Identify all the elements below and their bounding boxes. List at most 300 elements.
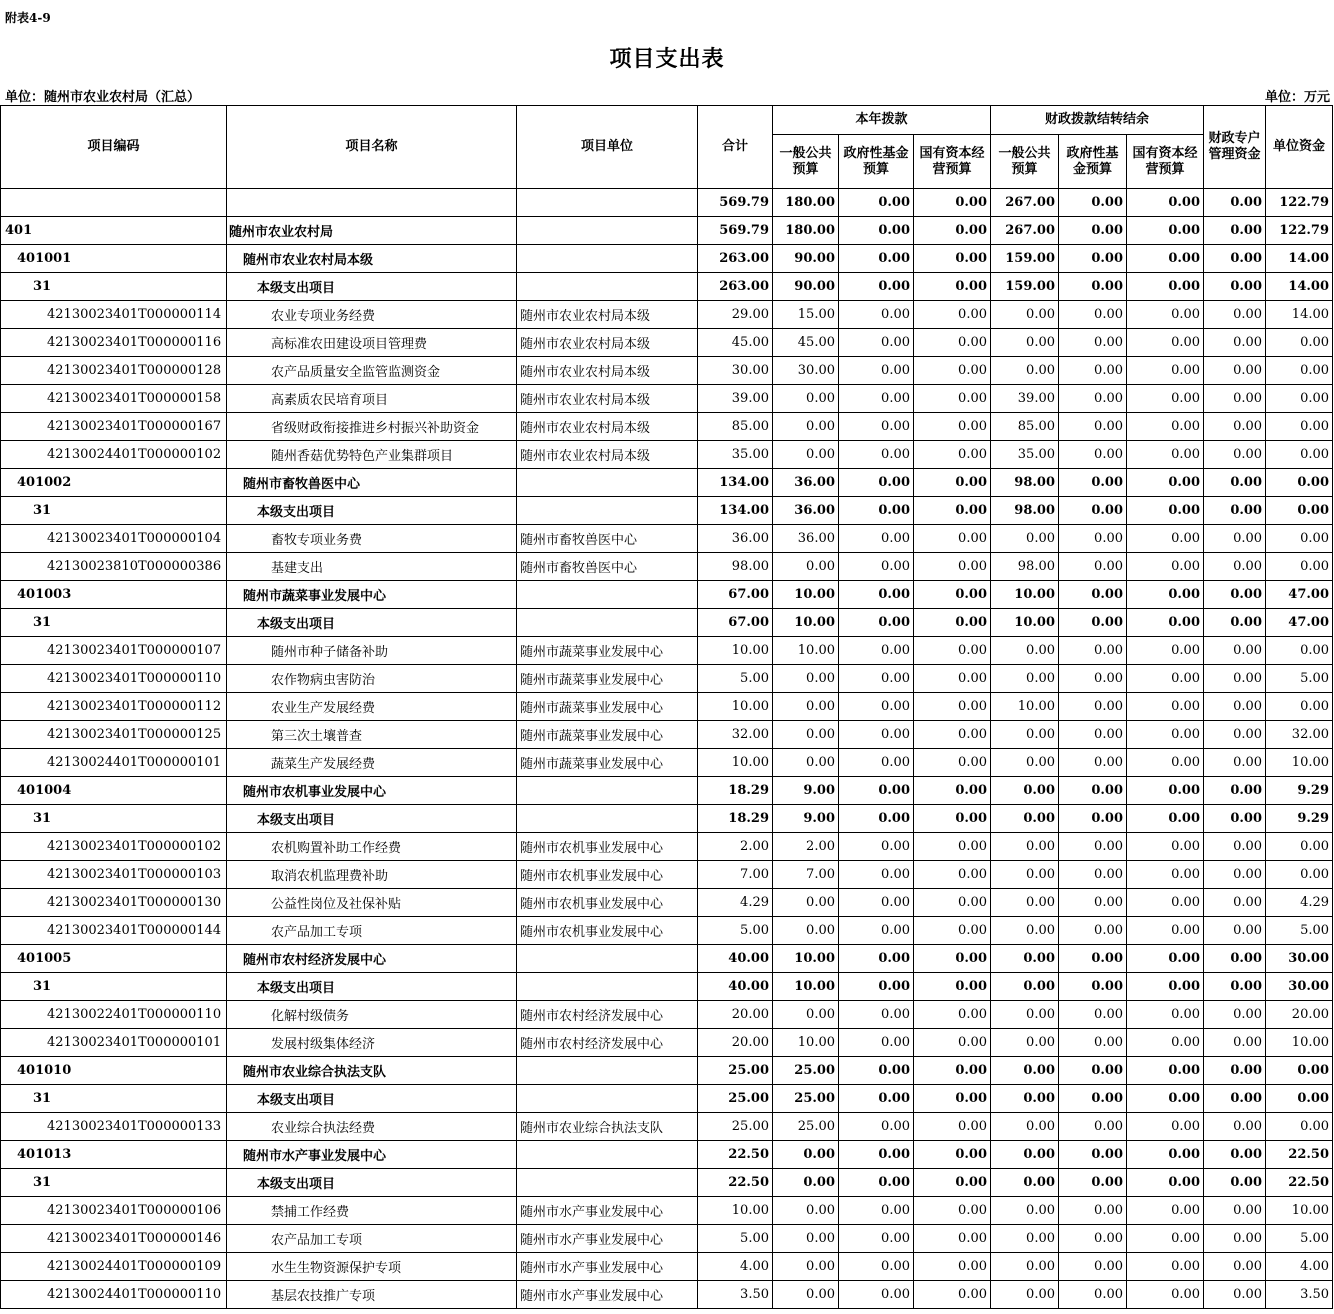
cell-own: 0.00 xyxy=(1266,833,1333,861)
table-row xyxy=(1,329,1333,357)
table-row xyxy=(1,189,1333,217)
cell-total: 18.29 xyxy=(698,805,773,833)
table-row xyxy=(1,1281,1333,1309)
cell-project-name xyxy=(227,189,517,217)
cell-general: 0.00 xyxy=(773,441,839,469)
cell-co-fund: 0.00 xyxy=(1059,861,1127,889)
cell-co-general: 0.00 xyxy=(991,721,1059,749)
cell-total: 67.00 xyxy=(698,581,773,609)
cell-co-state: 0.00 xyxy=(1127,385,1204,413)
cell-project-unit: 随州市农业农村局本级 xyxy=(517,385,698,413)
cell-project-name: 基建支出 xyxy=(227,553,517,581)
cell-own: 22.50 xyxy=(1266,1169,1333,1197)
cell-general: 10.00 xyxy=(773,945,839,973)
table-row xyxy=(1,945,1333,973)
cell-special: 0.00 xyxy=(1204,441,1266,469)
cell-co-fund: 0.00 xyxy=(1059,469,1127,497)
table-row xyxy=(1,749,1333,777)
cell-co-fund: 0.00 xyxy=(1059,665,1127,693)
cell-fund: 0.00 xyxy=(839,245,914,273)
cell-co-fund: 0.00 xyxy=(1059,1001,1127,1029)
cell-total: 22.50 xyxy=(698,1141,773,1169)
cell-code: 42130023401T000000146 xyxy=(1,1225,227,1253)
cell-general: 90.00 xyxy=(773,273,839,301)
cell-code: 401013 xyxy=(1,1141,227,1169)
cell-project-name: 随州市蔬菜事业发展中心 xyxy=(227,581,517,609)
table-row xyxy=(1,889,1333,917)
cell-general: 36.00 xyxy=(773,525,839,553)
cell-co-state: 0.00 xyxy=(1127,1169,1204,1197)
cell-own: 9.29 xyxy=(1266,805,1333,833)
cell-co-fund: 0.00 xyxy=(1059,1113,1127,1141)
table-row xyxy=(1,973,1333,1001)
table-row xyxy=(1,385,1333,413)
cell-project-unit xyxy=(517,805,698,833)
cell-code: 31 xyxy=(1,609,227,637)
cell-state: 0.00 xyxy=(914,777,991,805)
cell-total: 2.00 xyxy=(698,833,773,861)
cell-co-state: 0.00 xyxy=(1127,581,1204,609)
cell-total: 40.00 xyxy=(698,945,773,973)
cell-general: 10.00 xyxy=(773,1029,839,1057)
cell-co-fund: 0.00 xyxy=(1059,1197,1127,1225)
table-row xyxy=(1,413,1333,441)
cell-co-general: 0.00 xyxy=(991,1085,1059,1113)
cell-project-unit: 随州市水产事业发展中心 xyxy=(517,1253,698,1281)
cell-co-state: 0.00 xyxy=(1127,217,1204,245)
cell-general: 0.00 xyxy=(773,1141,839,1169)
unit-organization-label: 单位：随州市农业农村局（汇总） xyxy=(5,90,201,105)
cell-total: 20.00 xyxy=(698,1001,773,1029)
cell-fund: 0.00 xyxy=(839,469,914,497)
cell-state: 0.00 xyxy=(914,385,991,413)
cell-state: 0.00 xyxy=(914,917,991,945)
cell-state: 0.00 xyxy=(914,553,991,581)
table-row xyxy=(1,665,1333,693)
table-row xyxy=(1,1113,1333,1141)
table-row xyxy=(1,777,1333,805)
cell-special: 0.00 xyxy=(1204,217,1266,245)
cell-co-state: 0.00 xyxy=(1127,749,1204,777)
cell-project-name: 本级支出项目 xyxy=(227,273,517,301)
cell-co-fund: 0.00 xyxy=(1059,777,1127,805)
cell-project-unit xyxy=(517,581,698,609)
cell-fund: 0.00 xyxy=(839,217,914,245)
cell-co-state: 0.00 xyxy=(1127,553,1204,581)
cell-general: 180.00 xyxy=(773,189,839,217)
cell-total: 3.50 xyxy=(698,1281,773,1309)
header-name: 项目名称 xyxy=(227,106,517,189)
cell-co-fund: 0.00 xyxy=(1059,917,1127,945)
header-special-account: 财政专户管理资金 xyxy=(1204,106,1266,189)
cell-special: 0.00 xyxy=(1204,1169,1266,1197)
cell-special: 0.00 xyxy=(1204,357,1266,385)
cell-project-name: 省级财政衔接推进乡村振兴补助资金 xyxy=(227,413,517,441)
cell-project-unit xyxy=(517,497,698,525)
cell-general: 0.00 xyxy=(773,413,839,441)
cell-co-state: 0.00 xyxy=(1127,1141,1204,1169)
cell-special: 0.00 xyxy=(1204,1253,1266,1281)
cell-code: 31 xyxy=(1,805,227,833)
cell-code: 42130023401T000000102 xyxy=(1,833,227,861)
cell-total: 10.00 xyxy=(698,1197,773,1225)
cell-project-name: 本级支出项目 xyxy=(227,1169,517,1197)
table-header xyxy=(1,106,1333,189)
cell-co-fund: 0.00 xyxy=(1059,273,1127,301)
cell-own: 0.00 xyxy=(1266,525,1333,553)
cell-fund: 0.00 xyxy=(839,581,914,609)
cell-co-general: 0.00 xyxy=(991,777,1059,805)
cell-project-unit xyxy=(517,1141,698,1169)
cell-special: 0.00 xyxy=(1204,1281,1266,1309)
cell-general: 25.00 xyxy=(773,1085,839,1113)
cell-fund: 0.00 xyxy=(839,805,914,833)
cell-code: 42130023401T000000167 xyxy=(1,413,227,441)
cell-project-name: 本级支出项目 xyxy=(227,973,517,1001)
cell-total: 22.50 xyxy=(698,1169,773,1197)
table-row xyxy=(1,1141,1333,1169)
cell-own: 122.79 xyxy=(1266,217,1333,245)
cell-own: 30.00 xyxy=(1266,973,1333,1001)
cell-special: 0.00 xyxy=(1204,805,1266,833)
cell-state: 0.00 xyxy=(914,273,991,301)
cell-co-state: 0.00 xyxy=(1127,917,1204,945)
cell-project-unit xyxy=(517,217,698,245)
cell-co-general: 0.00 xyxy=(991,1057,1059,1085)
cell-code: 401010 xyxy=(1,1057,227,1085)
cell-co-general: 0.00 xyxy=(991,833,1059,861)
cell-code: 42130024401T000000101 xyxy=(1,749,227,777)
cell-total: 263.00 xyxy=(698,245,773,273)
cell-project-unit: 随州市蔬菜事业发展中心 xyxy=(517,693,698,721)
cell-project-name: 农产品加工专项 xyxy=(227,1225,517,1253)
cell-special: 0.00 xyxy=(1204,329,1266,357)
cell-state: 0.00 xyxy=(914,525,991,553)
cell-total: 5.00 xyxy=(698,917,773,945)
cell-own: 0.00 xyxy=(1266,441,1333,469)
cell-co-general: 267.00 xyxy=(991,217,1059,245)
cell-code: 42130023401T000000104 xyxy=(1,525,227,553)
cell-project-unit: 随州市农村经济发展中心 xyxy=(517,1029,698,1057)
cell-code: 401001 xyxy=(1,245,227,273)
cell-special: 0.00 xyxy=(1204,581,1266,609)
cell-special: 0.00 xyxy=(1204,553,1266,581)
cell-code: 42130023401T000000110 xyxy=(1,665,227,693)
table-row xyxy=(1,525,1333,553)
cell-project-name: 随州市畜牧兽医中心 xyxy=(227,469,517,497)
cell-co-general: 0.00 xyxy=(991,357,1059,385)
cell-co-general: 35.00 xyxy=(991,441,1059,469)
table-row xyxy=(1,245,1333,273)
cell-project-name: 发展村级集体经济 xyxy=(227,1029,517,1057)
cell-project-unit: 随州市畜牧兽医中心 xyxy=(517,525,698,553)
cell-total: 20.00 xyxy=(698,1029,773,1057)
table-number-label: 附表4-9 xyxy=(5,11,51,25)
cell-fund: 0.00 xyxy=(839,889,914,917)
cell-project-unit: 随州市蔬菜事业发展中心 xyxy=(517,721,698,749)
page-title: 项目支出表 xyxy=(609,46,725,72)
cell-total: 25.00 xyxy=(698,1113,773,1141)
cell-co-general: 10.00 xyxy=(991,693,1059,721)
table-row xyxy=(1,581,1333,609)
cell-general: 0.00 xyxy=(773,1197,839,1225)
cell-fund: 0.00 xyxy=(839,693,914,721)
cell-project-unit: 随州市水产事业发展中心 xyxy=(517,1197,698,1225)
table-row xyxy=(1,1169,1333,1197)
cell-co-state: 0.00 xyxy=(1127,189,1204,217)
cell-co-fund: 0.00 xyxy=(1059,749,1127,777)
cell-co-fund: 0.00 xyxy=(1059,805,1127,833)
cell-special: 0.00 xyxy=(1204,721,1266,749)
cell-co-general: 0.00 xyxy=(991,1113,1059,1141)
cell-project-name: 本级支出项目 xyxy=(227,497,517,525)
cell-state: 0.00 xyxy=(914,581,991,609)
cell-state: 0.00 xyxy=(914,805,991,833)
cell-project-unit: 随州市农村经济发展中心 xyxy=(517,1001,698,1029)
cell-co-fund: 0.00 xyxy=(1059,1281,1127,1309)
cell-state: 0.00 xyxy=(914,441,991,469)
cell-special: 0.00 xyxy=(1204,833,1266,861)
cell-state: 0.00 xyxy=(914,1197,991,1225)
cell-general: 0.00 xyxy=(773,385,839,413)
cell-state: 0.00 xyxy=(914,413,991,441)
cell-own: 0.00 xyxy=(1266,497,1333,525)
cell-co-fund: 0.00 xyxy=(1059,1169,1127,1197)
header-carryover-general: 一般公共预算 xyxy=(991,135,1059,189)
cell-own: 5.00 xyxy=(1266,665,1333,693)
cell-special: 0.00 xyxy=(1204,525,1266,553)
header-current-year-appropriation: 本年拨款 xyxy=(773,106,991,135)
cell-fund: 0.00 xyxy=(839,329,914,357)
cell-own: 0.00 xyxy=(1266,553,1333,581)
cell-project-name: 随州市农业农村局本级 xyxy=(227,245,517,273)
cell-own: 0.00 xyxy=(1266,385,1333,413)
cell-general: 0.00 xyxy=(773,721,839,749)
cell-fund: 0.00 xyxy=(839,917,914,945)
header-code: 项目编码 xyxy=(1,106,227,189)
cell-co-fund: 0.00 xyxy=(1059,637,1127,665)
cell-co-fund: 0.00 xyxy=(1059,329,1127,357)
cell-state: 0.00 xyxy=(914,1225,991,1253)
cell-project-unit: 随州市水产事业发展中心 xyxy=(517,1225,698,1253)
cell-special: 0.00 xyxy=(1204,917,1266,945)
cell-own: 0.00 xyxy=(1266,861,1333,889)
cell-project-unit xyxy=(517,189,698,217)
cell-general: 0.00 xyxy=(773,1001,839,1029)
cell-special: 0.00 xyxy=(1204,245,1266,273)
cell-project-name: 高素质农民培育项目 xyxy=(227,385,517,413)
cell-total: 25.00 xyxy=(698,1057,773,1085)
table-row xyxy=(1,1225,1333,1253)
cell-own: 14.00 xyxy=(1266,273,1333,301)
cell-state: 0.00 xyxy=(914,749,991,777)
cell-project-unit xyxy=(517,469,698,497)
cell-co-general: 159.00 xyxy=(991,245,1059,273)
cell-co-general: 0.00 xyxy=(991,1141,1059,1169)
cell-code: 42130022401T000000110 xyxy=(1,1001,227,1029)
cell-code: 31 xyxy=(1,273,227,301)
cell-state: 0.00 xyxy=(914,833,991,861)
cell-co-general: 0.00 xyxy=(991,525,1059,553)
cell-co-fund: 0.00 xyxy=(1059,581,1127,609)
cell-co-fund: 0.00 xyxy=(1059,889,1127,917)
cell-co-state: 0.00 xyxy=(1127,833,1204,861)
cell-fund: 0.00 xyxy=(839,385,914,413)
cell-project-unit xyxy=(517,973,698,1001)
cell-fund: 0.00 xyxy=(839,1113,914,1141)
cell-total: 25.00 xyxy=(698,1085,773,1113)
cell-co-state: 0.00 xyxy=(1127,357,1204,385)
cell-own: 0.00 xyxy=(1266,693,1333,721)
cell-fund: 0.00 xyxy=(839,1169,914,1197)
cell-special: 0.00 xyxy=(1204,1141,1266,1169)
cell-state: 0.00 xyxy=(914,189,991,217)
cell-own: 14.00 xyxy=(1266,245,1333,273)
cell-co-general: 0.00 xyxy=(991,301,1059,329)
cell-general: 45.00 xyxy=(773,329,839,357)
cell-co-state: 0.00 xyxy=(1127,973,1204,1001)
cell-own: 32.00 xyxy=(1266,721,1333,749)
cell-fund: 0.00 xyxy=(839,1141,914,1169)
cell-state: 0.00 xyxy=(914,1253,991,1281)
cell-state: 0.00 xyxy=(914,973,991,1001)
cell-code: 42130024401T000000109 xyxy=(1,1253,227,1281)
cell-code: 42130023401T000000114 xyxy=(1,301,227,329)
table-row xyxy=(1,1001,1333,1029)
cell-project-name: 本级支出项目 xyxy=(227,805,517,833)
cell-co-fund: 0.00 xyxy=(1059,441,1127,469)
table-row xyxy=(1,1085,1333,1113)
cell-special: 0.00 xyxy=(1204,973,1266,1001)
cell-project-name: 随州市农机事业发展中心 xyxy=(227,777,517,805)
cell-co-fund: 0.00 xyxy=(1059,245,1127,273)
cell-project-name: 随州市种子储备补助 xyxy=(227,637,517,665)
cell-co-state: 0.00 xyxy=(1127,301,1204,329)
cell-project-unit xyxy=(517,273,698,301)
cell-special: 0.00 xyxy=(1204,1225,1266,1253)
cell-fund: 0.00 xyxy=(839,609,914,637)
cell-co-fund: 0.00 xyxy=(1059,357,1127,385)
cell-state: 0.00 xyxy=(914,1057,991,1085)
cell-general: 10.00 xyxy=(773,609,839,637)
cell-general: 25.00 xyxy=(773,1057,839,1085)
cell-state: 0.00 xyxy=(914,1281,991,1309)
cell-general: 25.00 xyxy=(773,1113,839,1141)
cell-code: 42130023401T000000125 xyxy=(1,721,227,749)
cell-total: 569.79 xyxy=(698,217,773,245)
cell-total: 7.00 xyxy=(698,861,773,889)
cell-state: 0.00 xyxy=(914,1141,991,1169)
cell-own: 14.00 xyxy=(1266,301,1333,329)
cell-code: 31 xyxy=(1,1169,227,1197)
cell-project-name: 农业专项业务经费 xyxy=(227,301,517,329)
cell-code: 42130023810T000000386 xyxy=(1,553,227,581)
cell-code: 31 xyxy=(1,973,227,1001)
table-row xyxy=(1,1197,1333,1225)
cell-total: 134.00 xyxy=(698,497,773,525)
cell-total: 5.00 xyxy=(698,665,773,693)
cell-special: 0.00 xyxy=(1204,1001,1266,1029)
cell-code: 401004 xyxy=(1,777,227,805)
cell-own: 20.00 xyxy=(1266,1001,1333,1029)
cell-co-fund: 0.00 xyxy=(1059,525,1127,553)
cell-co-fund: 0.00 xyxy=(1059,189,1127,217)
cell-total: 45.00 xyxy=(698,329,773,357)
cell-project-name: 公益性岗位及社保补贴 xyxy=(227,889,517,917)
header-carryover-fund: 政府性基金预算 xyxy=(1059,135,1127,189)
cell-co-general: 98.00 xyxy=(991,469,1059,497)
cell-co-state: 0.00 xyxy=(1127,469,1204,497)
cell-total: 85.00 xyxy=(698,413,773,441)
cell-total: 67.00 xyxy=(698,609,773,637)
cell-state: 0.00 xyxy=(914,945,991,973)
cell-state: 0.00 xyxy=(914,1029,991,1057)
cell-project-name: 畜牧专项业务费 xyxy=(227,525,517,553)
cell-project-unit: 随州市蔬菜事业发展中心 xyxy=(517,637,698,665)
cell-general: 36.00 xyxy=(773,497,839,525)
cell-total: 98.00 xyxy=(698,553,773,581)
cell-general: 0.00 xyxy=(773,1225,839,1253)
cell-co-fund: 0.00 xyxy=(1059,217,1127,245)
header-own-funds: 单位资金 xyxy=(1266,106,1333,189)
cell-total: 29.00 xyxy=(698,301,773,329)
cell-state: 0.00 xyxy=(914,301,991,329)
cell-co-state: 0.00 xyxy=(1127,1197,1204,1225)
cell-own: 4.00 xyxy=(1266,1253,1333,1281)
cell-total: 18.29 xyxy=(698,777,773,805)
cell-project-name: 第三次土壤普查 xyxy=(227,721,517,749)
cell-own: 0.00 xyxy=(1266,413,1333,441)
cell-project-unit xyxy=(517,777,698,805)
cell-fund: 0.00 xyxy=(839,1253,914,1281)
cell-fund: 0.00 xyxy=(839,413,914,441)
cell-state: 0.00 xyxy=(914,665,991,693)
cell-general: 0.00 xyxy=(773,665,839,693)
cell-code: 401003 xyxy=(1,581,227,609)
cell-co-general: 10.00 xyxy=(991,581,1059,609)
table-row xyxy=(1,917,1333,945)
cell-state: 0.00 xyxy=(914,1001,991,1029)
cell-project-unit: 随州市水产事业发展中心 xyxy=(517,1281,698,1309)
cell-project-name: 农产品加工专项 xyxy=(227,917,517,945)
cell-general: 10.00 xyxy=(773,581,839,609)
cell-general: 180.00 xyxy=(773,217,839,245)
cell-project-name: 随州市水产事业发展中心 xyxy=(227,1141,517,1169)
cell-fund: 0.00 xyxy=(839,1001,914,1029)
cell-special: 0.00 xyxy=(1204,1057,1266,1085)
cell-general: 9.00 xyxy=(773,777,839,805)
table-row xyxy=(1,721,1333,749)
cell-own: 5.00 xyxy=(1266,917,1333,945)
cell-total: 32.00 xyxy=(698,721,773,749)
cell-fund: 0.00 xyxy=(839,1281,914,1309)
cell-fund: 0.00 xyxy=(839,945,914,973)
cell-total: 134.00 xyxy=(698,469,773,497)
cell-total: 36.00 xyxy=(698,525,773,553)
cell-general: 0.00 xyxy=(773,749,839,777)
cell-fund: 0.00 xyxy=(839,525,914,553)
cell-co-state: 0.00 xyxy=(1127,413,1204,441)
cell-code: 31 xyxy=(1,497,227,525)
cell-general: 9.00 xyxy=(773,805,839,833)
cell-project-unit: 随州市蔬菜事业发展中心 xyxy=(517,749,698,777)
cell-total: 4.00 xyxy=(698,1253,773,1281)
cell-special: 0.00 xyxy=(1204,609,1266,637)
table-body xyxy=(1,189,1333,1309)
cell-project-name: 农业综合执法经费 xyxy=(227,1113,517,1141)
table-row xyxy=(1,217,1333,245)
cell-general: 30.00 xyxy=(773,357,839,385)
